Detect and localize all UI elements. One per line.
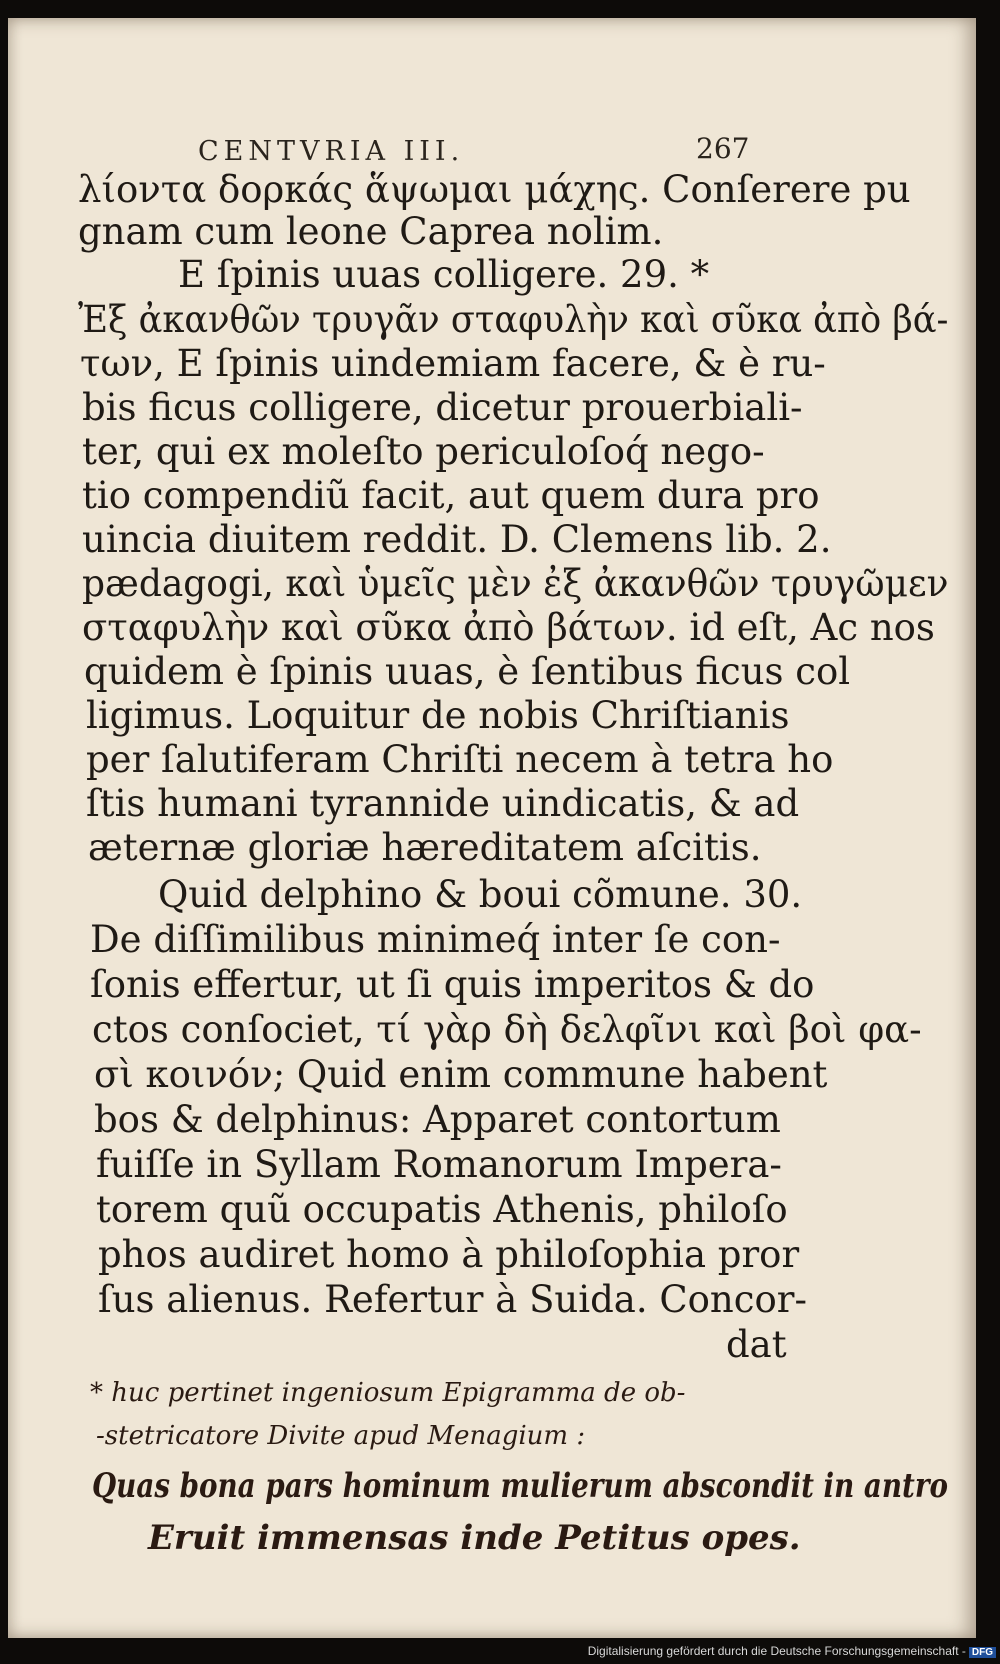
handwritten-note-line: * huc pertinet ingeniosum Epigramma de ob- [90,1378,686,1408]
text-line: fuiſſe in Syllam Romanorum Impera- [96,1143,782,1186]
text-line: ſus alienus. Refertur à Suida. Concor- [98,1278,807,1321]
text-line: bis ficus colligere, dicetur prouerbiali- [82,386,803,429]
text-line: σταφυλὴν καὶ σῦκα ἀπὸ βάτων. id eſt, Ac nos [82,606,935,649]
book-page [8,18,976,1638]
text-line: ſtis humani tyrannide uindicatis, & ad [86,782,800,825]
running-title: CENTVRIA III. [198,136,465,167]
text-line: των, E ſpinis uindemiam facere, & è ru- [80,342,826,385]
text-line: phos audiret homo à philoſophia pror [98,1233,800,1276]
text-line: torem quũ occupatis Athenis, philoſo [96,1188,788,1231]
text-line: bos & delphinus: Apparet contortum [94,1098,781,1141]
text-line: æternæ gloriæ hæreditatem aſcitis. [88,826,762,869]
text-line: De diſſimilibus minimeq́ inter ſe con- [90,918,781,961]
text-line: σὶ κοινόν; Quid enim commune habent [94,1053,828,1096]
text-line: λίοντα δορκάς ἅψωμαι μάχης. Conſerere pu [78,168,911,211]
handwritten-note-line: Quas bona pars hominum mulierum abscondit in antro [92,1466,949,1506]
page-number: 267 [696,132,750,165]
text-line: ter, qui ex moleſto periculoſoq́ nego- [82,430,765,473]
handwritten-note-line: Eruit immensas inde Petitus opes. [148,1518,801,1558]
digitization-credit [588,1644,996,1658]
text-line: quidem è ſpinis uuas, è ſentibus ficus col [84,650,851,693]
text-line: uincia diuitem reddit. D. Clemens lib. 2. [82,518,832,561]
text-line: ctos conſociet, τί γὰρ δὴ δελφῖνι καὶ βοὶ φα- [92,1008,922,1051]
text-line: Quid delphino & boui cõmune. 30. [158,873,803,916]
credit-text: Digitalisierung gefördert durch die Deutsche Forschungsgemeinschaft - [587,1644,966,1658]
text-line: ligimus. Loquitur de nobis Chriſtianis [86,694,790,737]
text-line: ſonis effertur, ut ſi quis imperitos & do [90,963,815,1006]
text-line: tio compendiũ facit, aut quem dura pro [82,474,820,517]
dfg-logo: DFG [969,1647,996,1658]
text-line: gnam cum leone Caprea nolim. [78,210,664,253]
catchword: dat [726,1323,787,1366]
handwritten-note-line: -stetricatore Divite apud Menagium : [96,1421,586,1451]
text-line: E ſpinis uuas colligere. 29. * [178,253,710,296]
text-line: per ſalutiferam Chriſti necem à tetra ho [86,738,834,781]
text-line: pædagogi, καὶ ὑμεῖς μὲν ἐξ ἀκανθῶν τρυγῶμεν [82,562,949,605]
text-line: Ἐξ ἀκανθῶν τρυγᾶν σταφυλὴν καὶ σῦκα ἀπὸ βά- [78,298,949,341]
